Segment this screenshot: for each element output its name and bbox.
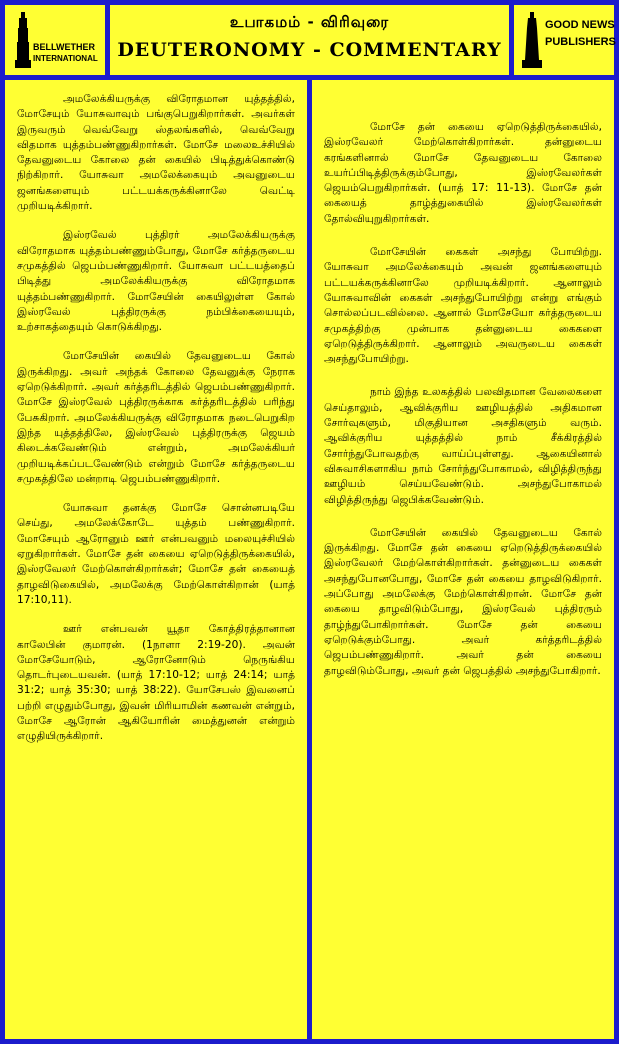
logo-right-line1: GOOD NEWS bbox=[545, 19, 615, 31]
good-news-publishers-logo bbox=[514, 5, 614, 75]
paragraph: யோசுவா தனக்கு மோசே சொன்னபடியே செய்து, அமலேக்கோடே யுத்தம் பண்ணுகிறார். மோசேயும் ஆரோனும் ஊர் என்பவனும் மலையுச்சியில் ஏறுகிறார்கள். மோசே தன் கையை ஏறெடுத்திருக்கையில், இஸ்ரவேலர் மேற்கொள்கிறார்கள்; மோசே தன் கையைத் தாழவிடுகையில், அமலேக்கு மேற்கொள்கிறான் (யாத் 17:10,11). bbox=[17, 502, 295, 606]
bell-tower-icon bbox=[15, 12, 31, 68]
paragraph: நாம் இந்த உலகத்தில் பலவிதமான வேலைகளை செய்தாலும், ஆவிக்குரிய ஊழியத்தில் அதிகமான சோர்வுகளும், மிகுதியான அசதிகளும் வரும். ஆவிக்குரிய யுத்தத்தில் நாம் சீக்கிரத்தில் சோர்ந்துபோவதற்கு வாய்ப்புள்ளது. ஆகையினால் விசுவாசிகளாகிய நாம் சோர்ந்துபோகாமல், விழித்திருந்து ஊழியம் செய்யவேண்டும். அசந்துபோகாமல் விழித்திருந்து ஜெபிக்கவேண்டும். bbox=[324, 386, 602, 506]
page-header bbox=[110, 5, 509, 75]
bellwether-logo bbox=[5, 5, 105, 75]
paragraph: இஸ்ரவேல் புத்திரர் அமலேக்கியருக்கு விரோதமாக யுத்தம்பண்ணும்போது, மோசே கர்த்தருடைய சமுகத்தில் ஜெபம்பண்ணுகிறார். யோசுவா பட்டயத்தைப் பிடித்து அமலேக்கியருக்கு விரோதமாக யுத்தம்பண்ணுகிறார். மோசேயின் கையிலுள்ள கோல் இஸ்ரவேல் புத்திரருக்கு நம்பிக்கையையும், உற்சாகத்தையும் கொடுக்கிறது. bbox=[17, 229, 295, 334]
lighthouse-icon bbox=[522, 12, 542, 68]
paragraph: ஊர் என்பவன் யூதா கோத்திரத்தானான காலேபின் குமாரன். (1நாளா 2:19-20). அவன் மோசேயோடும், ஆரோனோடும் நெருங்கிய தொடர்புடையவன். (யாத் 17:10-12; யாத் 24:14; யாத் 31:2; யாத் 35:30; யாத் 38:22). யோசேபஸ் இவனைப் பற்றி எழுதும்போது, இவன் மிரியாமின் கணவன் என்றும், மோசே ஆரோன் ஆகியோரின் மைத்துனன் என்றும் எழுதியிருக்கிறார். bbox=[17, 623, 295, 743]
title-tamil: உபாகமம் - விரிவுரை bbox=[229, 13, 390, 31]
logo-left-line1: BELLWETHER bbox=[33, 42, 95, 52]
paragraph: மோசேயின் கையில் தேவனுடைய கோல் இருக்கிறது. மோசே தன் கையை ஏறெடுத்திருக்கையில் இஸ்ரவேலர் மேற்கொள்கிறார்கள். தன்னுடைய கைகள் அசந்துபோனபோது, மோசே தன் கையை தாழவிடுகிறார். அப்போது அமலேக்கு மேற்கொள்கிறான். மோசே தன் கையை தாழவிடும்போது, இஸ்ரவேல் புத்திரரும் தாழ்ந்துபோகிறார்கள். மோசே தன் கையை ஏறெடுக்கும்போது. அவர் கர்த்தரிடத்தில் ஜெபம்பண்ணுகிறார். அவர் தன் கையை தாழவிடும்போது, அவர் தன் ஜெபத்தில் அசந்துபோகிறார். bbox=[324, 526, 602, 677]
left-column bbox=[5, 80, 307, 1039]
logo-right-line2: PUBLISHERS bbox=[545, 36, 616, 48]
title-english: DEUTERONOMY - COMMENTARY bbox=[117, 39, 502, 61]
logo-left-line2: INTERNATIONAL bbox=[33, 54, 98, 63]
right-column bbox=[312, 80, 614, 1039]
paragraph: மோசே தன் கையை ஏறெடுத்திருக்கையில், இஸ்ரவேலர் மேற்கொள்கிறார்கள். தன்னுடைய கரங்களினால் மோசே தேவனுடைய கோலை உயர்ப்பிடித்திருக்கும்போது, இஸ்ரவேலர்கள் ஜெயம்பெறுகிறார்கள். (யாத் 17: 11-13). மோசே தன் கையைத் தாழ்த்துகையில் இஸ்ரவேலர்கள் தோல்வியுறுகிறார்கள். bbox=[324, 121, 602, 225]
paragraph: அமலேக்கியருக்கு விரோதமான யுத்தத்தில், மோசேயும் யோசுவாவும் பங்குபெறுகிறார்கள். அவர்கள் இருவரும் வெவ்வேறு ஸ்தலங்களில், வெவ்வேறு விதமாக யுத்தம்பண்ணுகிறார்கள். மோசே மலைஉச்சியில் தேவனுடைய கோலை தன் கையில் பிடித்துக்கொண்டு நிற்கிறார். யோசுவா அமலேக்கையும் அவனுடைய ஜனங்களையும் பட்டயக்கருக்கினாலே வெட்டி முறியடிக்கிறார். bbox=[17, 93, 295, 213]
paragraph: மோசேயின் கையில் தேவனுடைய கோல் இருக்கிறது. அவர் அந்தக் கோலை தேவனுக்கு நேராக ஏறெடுக்கிறார். அவர் கர்த்தரிடத்தில் ஜெபம்பண்ணுகிறார். மோசே இஸ்ரவேல் புத்திரருக்காக கர்த்தரிடத்தில் பரிந்து பேசுகிறார். அமலேக்கியருக்கு விரோதமாக நடைபெறுகிற இந்த யுத்தத்திலே, இஸ்ரவேல் புத்திரருக்கு ஜெயம் கிடைக்கவேண்டும் என்றும், அமலேக்கியர் முறியடிக்கப்படவேண்டும் என்றும் மோசே கர்த்தருடைய சமுகத்திலே மன்றாடி ஜெபம்பண்ணுகிறார். bbox=[17, 350, 295, 485]
paragraph: மோசேயின் கைகள் அசந்து போயிற்று. யோசுவா அமலேக்கையும் அவன் ஜனங்களையும் பட்டயக்கருக்கினாலே முறியடிக்கிறார். ஆனாலும் யோசுவாவின் கைகள் அசந்துபோயிற்று என்று எங்கும் சொல்லப்படவில்லை. ஆனால் மோசேயோ கர்த்தருடைய சமுகத்திற்கு முன்பாக தன்னுடைய கைகளை ஏறெடுத்திருக்கிறார். ஆனாலும் அவருடைய கைகள் அசந்துபோயிற்று. bbox=[324, 246, 602, 366]
